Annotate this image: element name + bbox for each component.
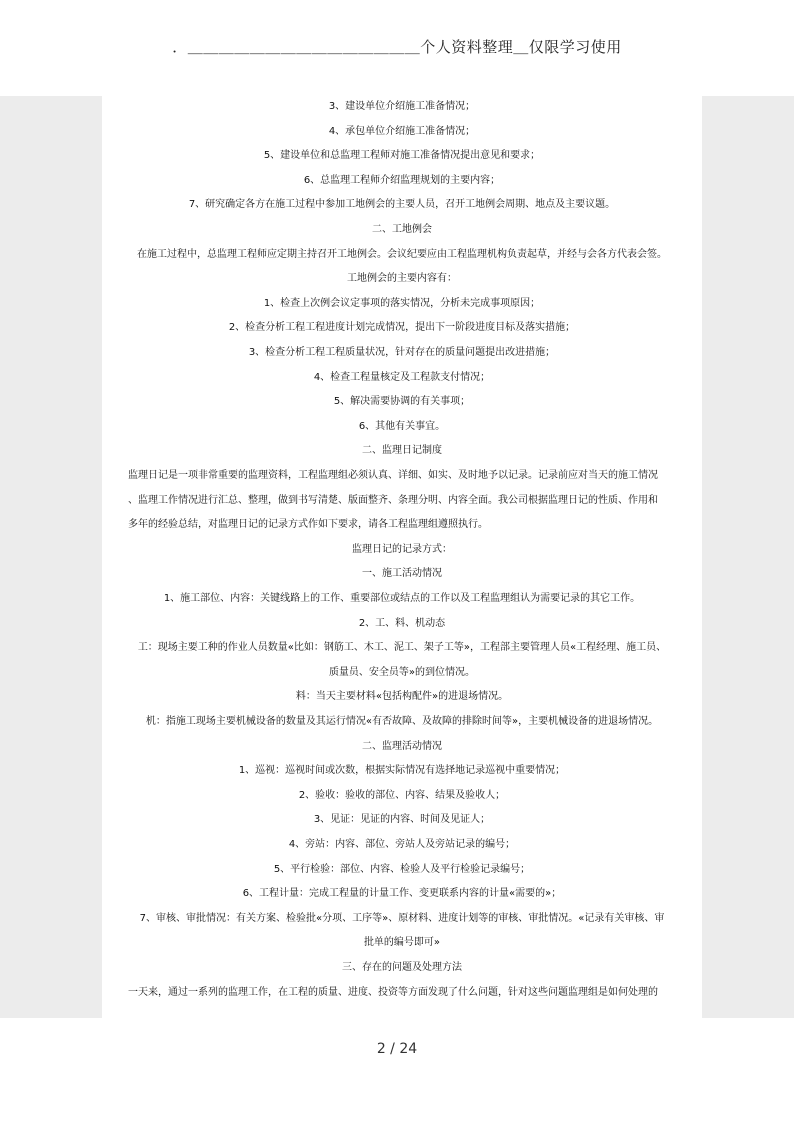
text-line: 3、建设单位介绍施工准备情况； (328, 101, 476, 112)
text-line: 2、验收：验收的部位、内容、结果及验收人； (298, 789, 506, 801)
text-line: 2、工、料、机动态 (358, 617, 446, 629)
text-line: 3、见证：见证的内容、时间及见证人； (313, 814, 491, 826)
text-line: 在施工过程中，总监理工程师应定期主持召开工地例会。会议纪要应由工程监理机构负责起草，并经与会各方代表会签。 (137, 248, 667, 260)
text-line: 5、建设单位和总监理工程师对施工准备情况提出意见和要求； (263, 150, 541, 162)
text-line: 7、审核、审批情况：有关方案、检验批«分项、工序等»、原材料、进度计划等的审核、审批情况。«记录有关审核、审 (139, 912, 665, 924)
text-line: 多年的经验总结，对监理日记的记录方式作如下要求，请各工程监理组遵照执行。 (128, 519, 488, 531)
text-line: 7、研究确定各方在施工过程中参加工地例会的主要人员，召开工地例会周期、地点及主要议题。 (188, 199, 616, 211)
text-line: 批单的编号即可» (363, 937, 441, 949)
text-line: 、监理工作情况进行汇总、整理，做到书写清楚、版面整齐、条理分明、内容全面。我公司根据监理日记的性质、作用和 (128, 494, 658, 506)
text-line: 料：当天主要材料«包括构配件»的进退场情况。 (295, 691, 509, 703)
text-line: 6、工程计量：完成工程量的计量工作、变更联系内容的计量«需要的»； (242, 888, 562, 900)
text-line: 一天来，通过一系列的监理工作，在工程的质量、进度、投资等方面发现了什么问题，针对这些问题监理组是如何处理的 (128, 986, 658, 998)
document-header: ．＿＿＿＿＿＿＿＿＿＿＿＿＿＿＿个人资料整理＿仅限学习使用 (172, 38, 622, 56)
text-line: 6、总监理工程师介绍监理规划的主要内容； (303, 174, 501, 186)
text-line: 6、其他有关事宜。 (358, 420, 446, 432)
text-line: 1、检查上次例会议定事项的落实情况，分析未完成事项原因； (263, 297, 541, 309)
text-line: 4、承包单位介绍施工准备情况； (328, 125, 476, 137)
text-line: 二、工地例会 (372, 224, 432, 235)
text-line: 机：指施工现场主要机械设备的数量及其运行情况«有否故障、及故障的排除时间等»，主要机械设备的进退场情况。 (145, 716, 659, 727)
text-line: 二、监理日记制度 (362, 445, 442, 457)
text-line: 质量员、安全员等»的到位情况。 (328, 666, 476, 678)
text-line: 1、巡视：巡视时间或次数，根据实际情况有选择地记录巡视中重要情况； (238, 765, 566, 777)
right-margin-band (702, 96, 794, 1018)
text-line: 二、监理活动情况 (362, 740, 442, 752)
text-line: 一、施工活动情况 (362, 568, 442, 580)
text-line: 监理日记的记录方式： (352, 543, 452, 555)
text-line: 5、解决需要协调的有关事项； (333, 396, 471, 408)
text-line: 4、旁站：内容、部位、旁站人及旁站记录的编号； (288, 839, 516, 850)
text-line: 5、平行检验：部位、内容、检验人及平行检验记录编号； (273, 863, 531, 875)
text-line: 3、检查分析工程工程质量状况，针对存在的质量问题提出改进措施； (248, 347, 556, 358)
left-margin-band (0, 96, 102, 1018)
text-line: 4、检查工程量核定及工程款支付情况； (313, 371, 491, 383)
text-line: 1、施工部位、内容：关键线路上的工作、重要部位或结点的工作以及工程监理组认为需要记录的其它工作。 (163, 593, 641, 604)
text-line: 监理日记是一项非常重要的监理资料，工程监理组必须认真、详细、如实、及时地予以记录。记录前应对当天的施工情况 (128, 470, 658, 481)
text-line: 三、存在的问题及处理方法 (342, 962, 462, 973)
text-line: 工：现场主要工种的作业人员数量«比如：钢筋工、木工、泥工、架子工等»，工程部主要管理人员«工程经理、施工员、 (137, 642, 667, 654)
page-content[interactable] (102, 96, 702, 1018)
text-line: 工地例会的主要内容有： (347, 273, 457, 285)
text-line: 2、检查分析工程工程进度计划完成情况，提出下一阶段进度目标及落实措施； (228, 322, 576, 334)
page-number: 2 / 24 (376, 1041, 418, 1057)
